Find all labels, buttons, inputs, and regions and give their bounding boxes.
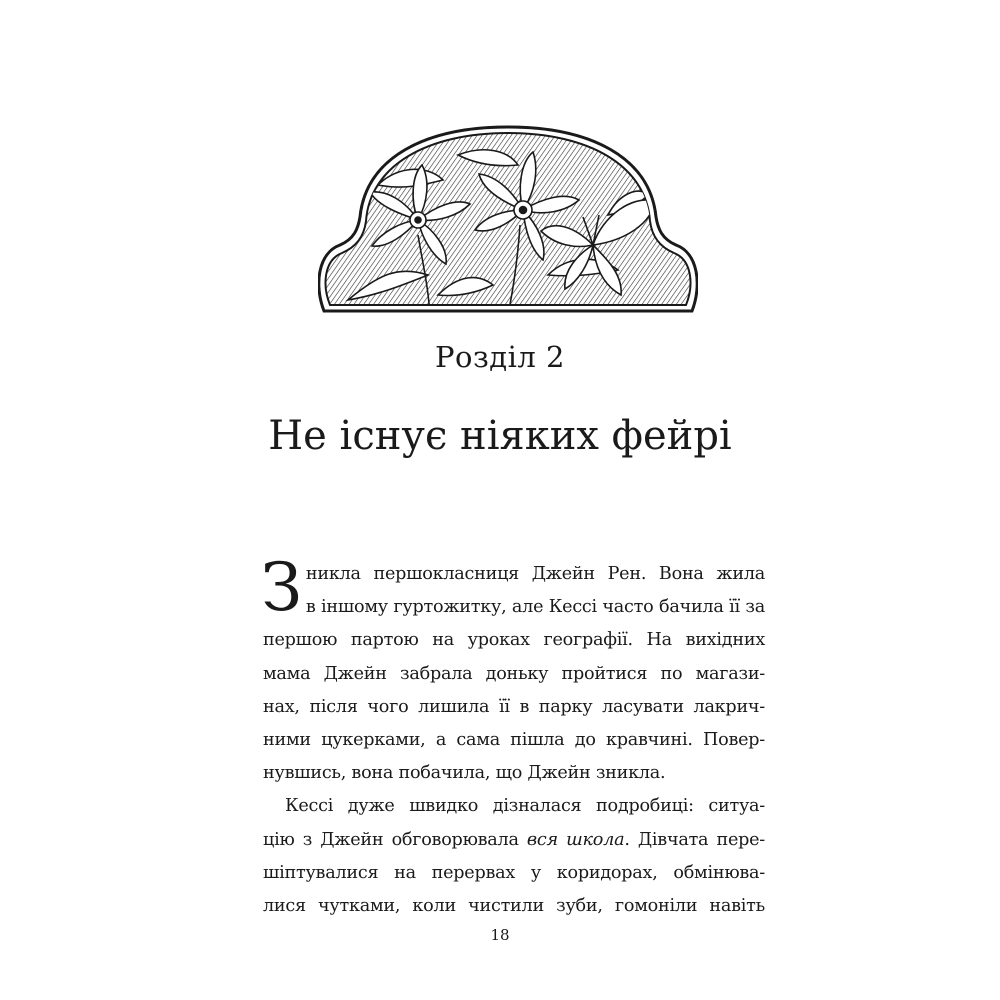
paragraph-1	[261, 549, 765, 790]
page-number: 18	[490, 926, 510, 944]
text-line	[263, 824, 765, 857]
flower-butterfly-ornament-icon	[318, 125, 698, 325]
text-line: лися чутками, коли чистили зуби, гомоніли навіть	[263, 896, 765, 917]
text-line: ними цукерками, а сама пішла до кравчині. Повер-	[263, 730, 765, 751]
emphasis-text: вся школа	[526, 829, 625, 850]
text-line: мама Джейн забрала доньку пройтися по магази-	[263, 663, 765, 684]
paragraph-2	[263, 790, 765, 923]
text-line: шіптувалися на перервах у коридорах, обмінюва-	[263, 862, 765, 883]
chapter-title: Не існує ніяких фейрі	[268, 413, 732, 459]
text-line: никла першокласниця Джейн Рен. Вона жила	[305, 564, 765, 584]
text-line: Кессі дуже швидко дізналася подробиці: ситуа-	[285, 796, 765, 817]
text-line: нувшись, вона побачила, що Джейн зникла.	[263, 763, 666, 784]
text-span: . Дівчата пере-	[624, 829, 765, 850]
chapter-label: Розділ 2	[434, 340, 565, 374]
body-text	[261, 549, 765, 923]
drop-cap: З	[261, 549, 302, 626]
text-line: в іншому гуртожитку, але Кессі часто бачила її за	[305, 597, 765, 618]
text-line: першою партою на уроках географії. На вихідних	[263, 630, 765, 651]
text-span: цію з Джейн обговорювала	[263, 829, 527, 850]
text-line: нах, після чого лишила її в парку ласувати лакрич-	[263, 696, 765, 717]
